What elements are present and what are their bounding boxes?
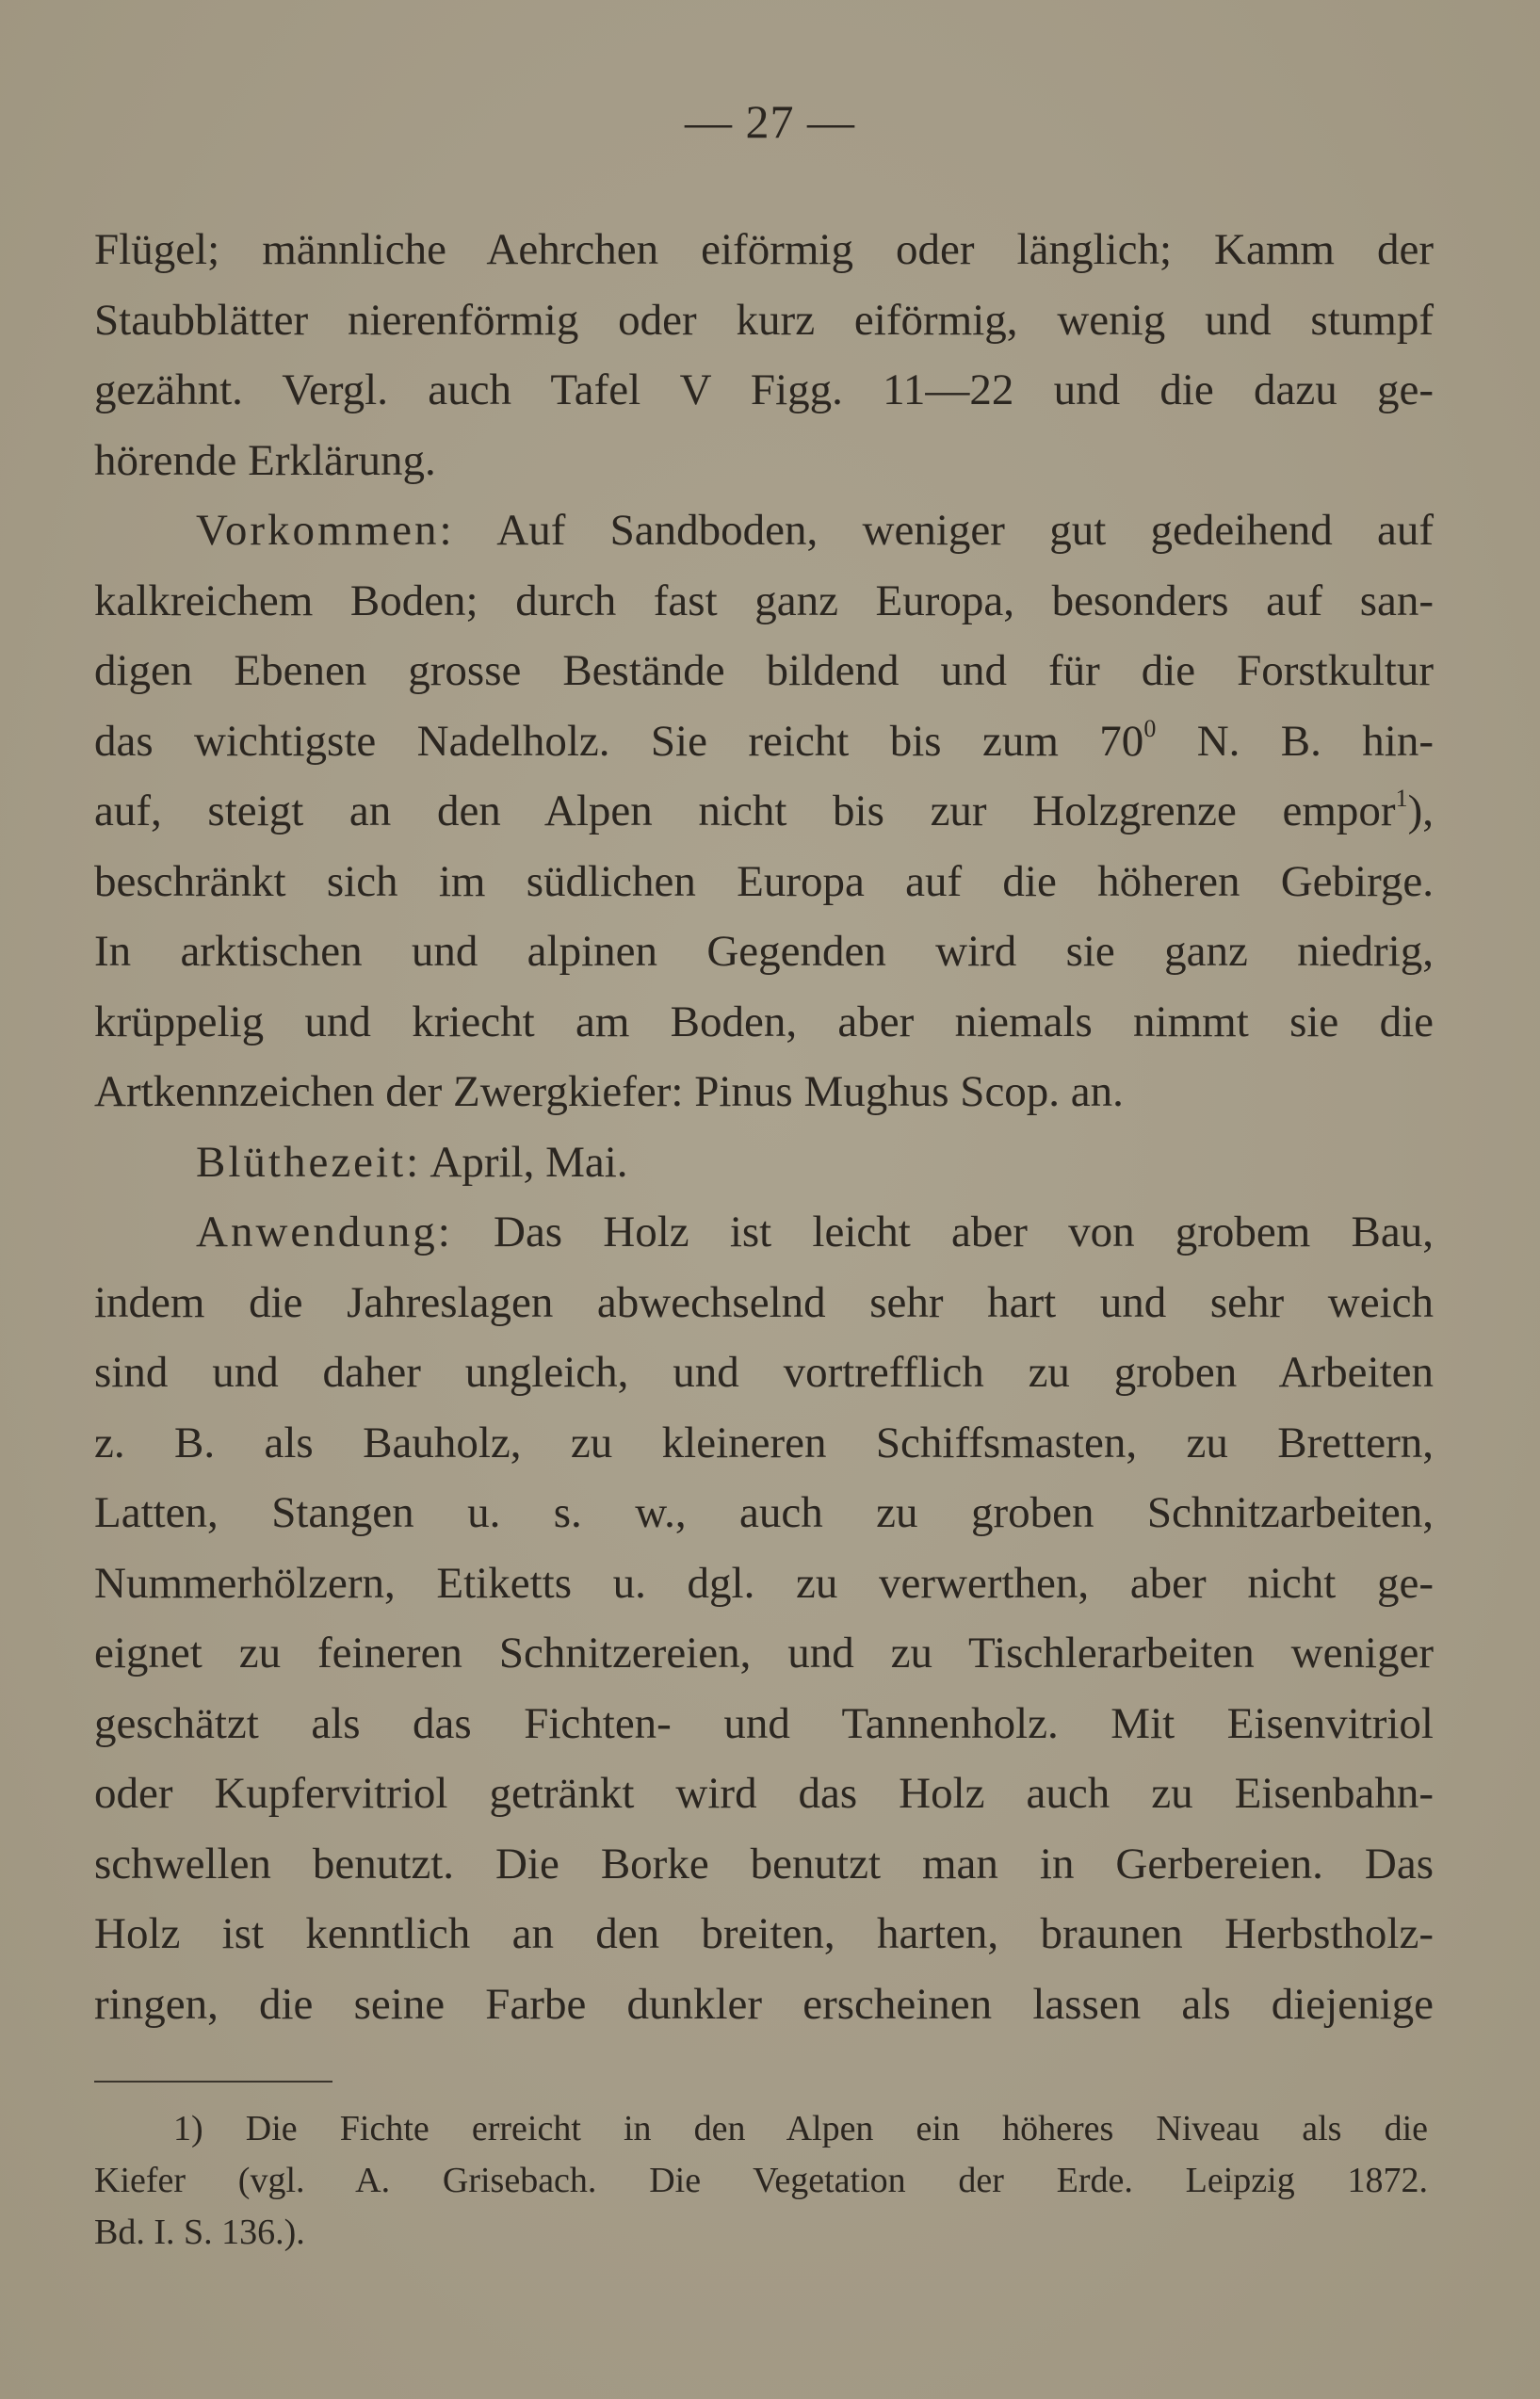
text-line-footnote-ref: [94, 776, 1434, 847]
text-line: digen Ebenen grosse Bestände bildend und für die Forstkultur: [94, 646, 1434, 695]
page-number: — 27 —: [685, 95, 855, 148]
text-line: Staubblätter nierenförmig oder kurz eiförmig, wenig und stumpf: [94, 295, 1434, 345]
text-line: beschränkt sich im südlichen Europa auf die höheren Gebirge.: [94, 856, 1434, 906]
text-line: krüppelig und kriecht am Boden, aber niemals nimmt sie die: [94, 997, 1434, 1046]
text-fragment: das wichtigste Nadelholz. Sie reicht bis zum 70: [94, 716, 1144, 766]
text-line-vorkommen: [94, 495, 1434, 566]
footnote-line: Kiefer (vgl. A. Grisebach. Die Vegetation der Erde. Leipzig 1872.: [94, 2161, 1428, 2200]
text-line: Holz ist kenntlich an den breiten, harten, braunen Herbstholz-: [94, 1909, 1434, 1958]
section-label-vorkommen: Vorkommen:: [196, 506, 455, 555]
footnote-line: 1) Die Fichte erreicht in den Alpen ein höheres Niveau als die: [173, 2109, 1428, 2148]
footnote-reference: 1: [1395, 785, 1408, 812]
text-line: Artkennzeichen der Zwergkiefer: Pinus Mughus Scop. an.: [94, 1067, 1124, 1116]
text-line: eignet zu feineren Schnitzereien, und zu Tischlerarbeiten weniger: [94, 1629, 1434, 1678]
text-fragment: ),: [1407, 786, 1434, 835]
text-line: gezähnt. Vergl. auch Tafel V Figg. 11—22 und die dazu ge-: [94, 365, 1434, 414]
text-line: oder Kupfervitriol getränkt wird das Holz auch zu Eisenbahn-: [94, 1769, 1434, 1818]
text-line: In arktischen und alpinen Gegenden wird sie ganz niedrig,: [94, 927, 1434, 976]
degree-mark: 0: [1143, 714, 1157, 742]
body-text: [94, 215, 1434, 2039]
text-line: Latten, Stangen u. s. w., auch zu groben Schnitzarbeiten,: [94, 1488, 1434, 1537]
text-line: Flügel; männliche Aehrchen eiförmig oder länglich; Kamm der: [94, 225, 1434, 274]
text-line: sind und daher ungleich, und vortrefflich zu groben Arbeiten: [94, 1348, 1434, 1397]
text-line: Nummerhölzern, Etiketts u. dgl. zu verwerthen, aber nicht ge-: [94, 1558, 1434, 1608]
text-line: geschätzt als das Fichten- und Tannenholz. Mit Eisenvitriol: [94, 1698, 1434, 1748]
section-label-anwendung: Anwendung:: [196, 1208, 453, 1256]
text-fragment: Das Holz ist leicht aber von grobem Bau,: [452, 1208, 1434, 1256]
footnotes: [94, 2103, 1428, 2259]
text-line: kalkreichem Boden; durch fast ganz Europa, besonders auf san-: [94, 575, 1434, 625]
section-label-bluthezeit: Blüthezeit:: [196, 1137, 422, 1187]
text-fragment: auf, steigt an den Alpen nicht bis zur Holzgrenze empor: [94, 786, 1396, 835]
footnote-line: Bd. I. S. 136.).: [94, 2213, 305, 2252]
text-fragment: N. B. hin-: [1156, 716, 1434, 766]
text-line: ringen, die seine Farbe dunkler erscheinen lassen als diejenige: [94, 1979, 1434, 2029]
text-line: schwellen benutzt. Die Borke benutzt man in Gerbereien. Das: [94, 1839, 1434, 1888]
footnote-divider: [94, 2081, 332, 2083]
text-line: indem die Jahreslagen abwechselnd sehr hart und sehr weich: [94, 1277, 1434, 1327]
text-line: hörende Erklärung.: [94, 435, 436, 485]
text-line-bluthezeit: [94, 1127, 1434, 1198]
text-line-anwendung: [94, 1197, 1434, 1268]
text-line-degree: [94, 706, 1434, 777]
text-line: z. B. als Bauholz, zu kleineren Schiffsmasten, zu Brettern,: [94, 1418, 1434, 1467]
text-fragment: April, Mai.: [421, 1137, 628, 1187]
text-fragment: Auf Sandboden, weniger gut gedeihend auf: [454, 506, 1434, 555]
